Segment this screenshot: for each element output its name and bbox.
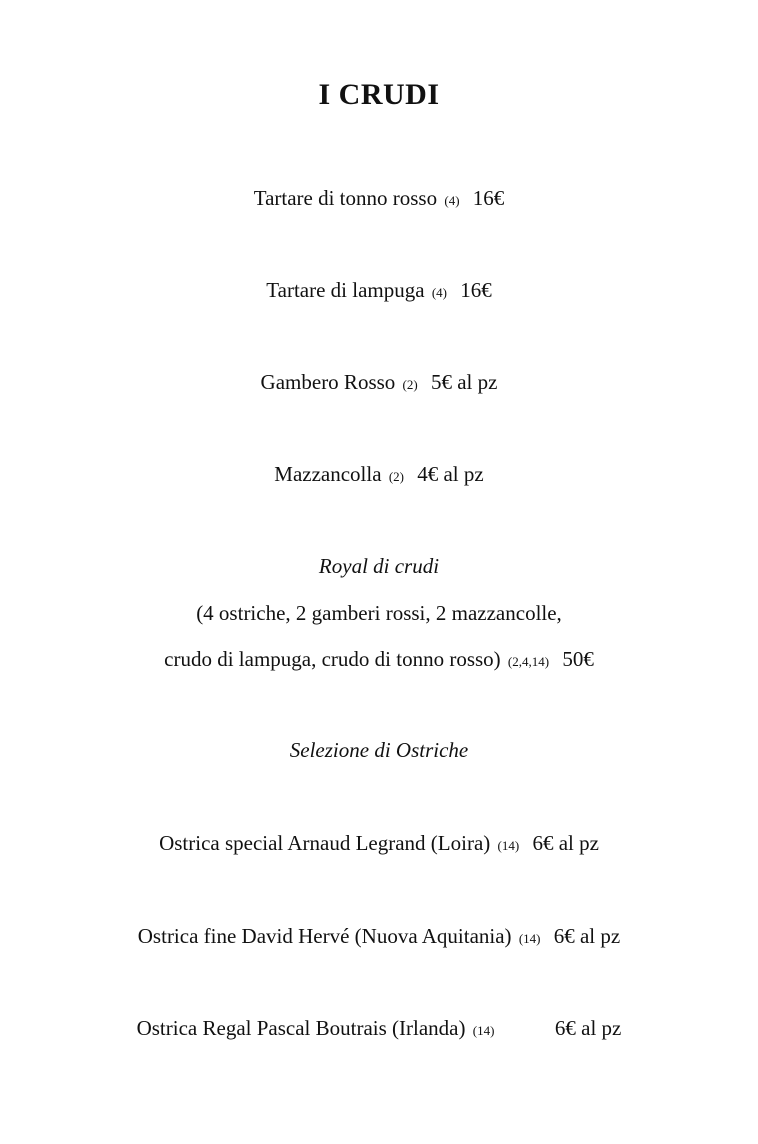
- item-name: Tartare di tonno rosso: [253, 186, 438, 210]
- oyster-item: [0, 1015, 758, 1044]
- royal-title: Royal di crudi: [318, 554, 440, 578]
- royal-description-line-1: (4 ostriche, 2 gamberi rossi, 2 mazzancolle,: [196, 601, 562, 625]
- royal-description-text: crudo di lampuga, crudo di tonno rosso): [164, 647, 501, 671]
- item-allergens: (14): [472, 1023, 495, 1038]
- item-price: 16€: [460, 278, 492, 302]
- item-name: Ostrica special Arnaud Legrand (Loira): [159, 831, 491, 855]
- item-allergens: (2): [388, 469, 404, 484]
- item-allergens: (14): [497, 838, 520, 853]
- menu-item: [0, 185, 758, 214]
- item-price: 6€ al pz: [553, 924, 621, 948]
- item-allergens: (2): [402, 377, 418, 392]
- item-allergens: (4): [431, 285, 447, 300]
- item-name: Tartare di lampuga: [266, 278, 425, 302]
- item-price: 6€ al pz: [532, 831, 599, 855]
- item-price: 4€ al pz: [417, 462, 484, 486]
- item-name: Ostrica fine David Hervé (Nuova Aquitania): [137, 924, 512, 948]
- item-price: 6€ al pz: [554, 1016, 622, 1040]
- royal-price: 50€: [562, 647, 594, 671]
- menu-item: [0, 461, 758, 490]
- item-name: Ostrica Regal Pascal Boutrais (Irlanda): [136, 1016, 466, 1040]
- royal-allergens: (2,4,14): [507, 654, 550, 669]
- oysters-heading: Selezione di Ostriche: [289, 738, 469, 762]
- item-name: Gambero Rosso: [260, 370, 396, 394]
- menu-item: [0, 277, 758, 306]
- menu-title: I CRUDI: [318, 78, 440, 111]
- item-allergens: (14): [518, 931, 541, 946]
- royal-description-line-2: [0, 646, 758, 675]
- oyster-item: [0, 923, 758, 952]
- oyster-item: [0, 830, 758, 859]
- item-allergens: (4): [444, 193, 460, 208]
- item-price: 5€ al pz: [430, 370, 498, 394]
- item-name: Mazzancolla: [274, 462, 382, 486]
- item-price: 16€: [472, 186, 505, 210]
- menu-item: [0, 369, 758, 398]
